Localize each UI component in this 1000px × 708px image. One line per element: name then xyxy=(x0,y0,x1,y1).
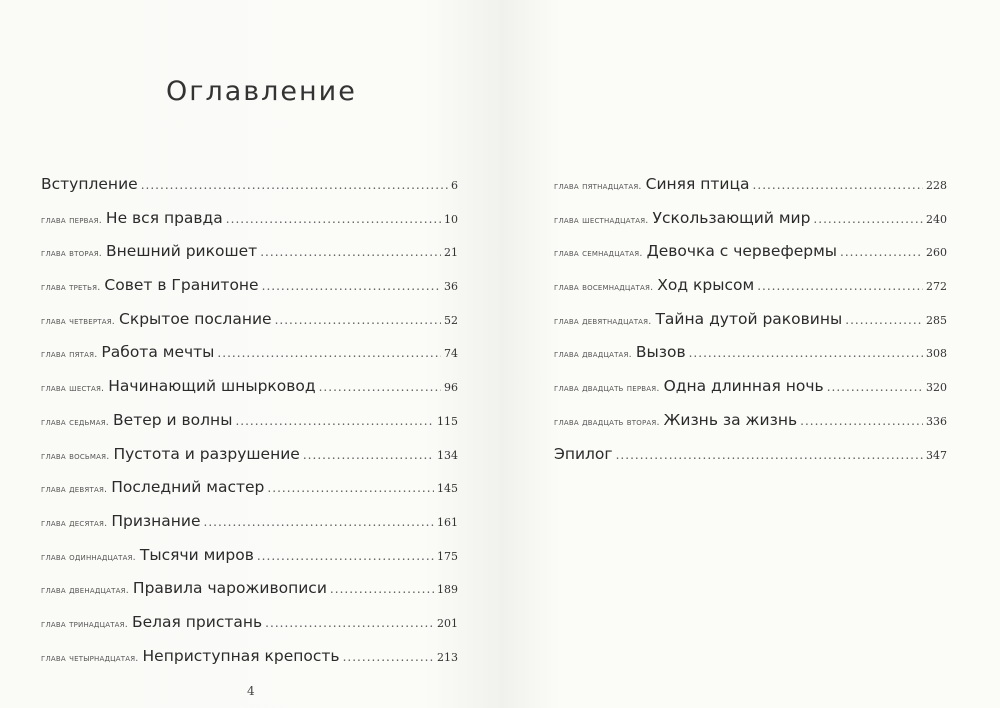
chapter-title: Вызов xyxy=(635,343,686,362)
dot-leader xyxy=(260,245,441,259)
toc-entry xyxy=(554,209,947,243)
dot-leader xyxy=(330,582,434,596)
chapter-label: глава тринадцатая. xyxy=(41,618,128,630)
chapter-title: Белая пристань xyxy=(131,612,263,631)
dot-leader xyxy=(840,245,923,259)
chapter-title: Скрытое послание xyxy=(119,309,272,328)
chapter-label: глава двадцатая. xyxy=(554,349,632,361)
chapter-page-number: 21 xyxy=(444,246,458,260)
chapter-label: глава четвертая. xyxy=(41,315,116,327)
chapter-page-number: 36 xyxy=(444,280,458,294)
chapter-label: глава девятнадцатая. xyxy=(554,315,652,327)
dot-leader xyxy=(204,515,434,529)
chapter-title: Синяя птица xyxy=(645,175,750,193)
chapter-label: глава одиннадцатая. xyxy=(41,551,136,563)
chapter-title: Тайна дутой раковины xyxy=(655,309,843,328)
chapter-label: глава пятая. xyxy=(41,349,98,361)
toc-entry xyxy=(41,512,458,546)
toc-entry xyxy=(554,276,947,310)
toc-entry xyxy=(41,276,458,310)
chapter-title: Правила чароживописи xyxy=(132,579,327,598)
page-number: 4 xyxy=(247,684,255,698)
dot-leader xyxy=(262,279,441,293)
chapter-title: Девочка с червефермы xyxy=(646,242,837,261)
toc-entry xyxy=(554,343,947,377)
toc-entry xyxy=(41,613,458,647)
dot-leader xyxy=(800,414,923,428)
chapter-page-number: 52 xyxy=(444,313,458,327)
chapter-label: глава пятнадцатая. xyxy=(554,181,642,192)
dot-leader xyxy=(827,380,923,394)
toc-entry xyxy=(41,411,458,445)
dot-leader xyxy=(689,346,923,360)
dot-leader xyxy=(235,414,434,428)
chapter-page-number: 347 xyxy=(926,448,947,462)
chapter-label: глава двадцать вторая. xyxy=(554,416,660,428)
page-title: Оглавление xyxy=(166,76,357,107)
chapter-title: Жизнь за жизнь xyxy=(663,410,798,429)
chapter-page-number: 134 xyxy=(437,448,458,462)
chapter-page-number: 161 xyxy=(437,515,458,529)
chapter-title: Внешний рикошет xyxy=(106,242,258,261)
toc-entry xyxy=(554,445,947,479)
chapter-page-number: 240 xyxy=(926,212,947,226)
toc-entry xyxy=(41,343,458,377)
chapter-label: глава седьмая. xyxy=(41,416,110,428)
chapter-label: глава двадцать первая. xyxy=(554,383,660,395)
dot-leader xyxy=(343,650,434,664)
chapter-page-number: 228 xyxy=(926,179,947,192)
dot-leader xyxy=(257,549,434,563)
chapter-page-number: 96 xyxy=(444,381,458,395)
chapter-page-number: 260 xyxy=(926,246,947,260)
chapter-title: Вступление xyxy=(41,175,138,193)
dot-leader xyxy=(753,178,923,192)
toc-list-left xyxy=(41,175,458,680)
dot-leader xyxy=(845,313,923,327)
toc-entry xyxy=(41,445,458,479)
chapter-label: глава первая. xyxy=(41,214,102,226)
dot-leader xyxy=(757,279,923,293)
chapter-page-number: 6 xyxy=(451,179,458,192)
chapter-label: глава шестнадцатая. xyxy=(554,214,649,226)
chapter-label: глава четырнадцатая. xyxy=(41,652,139,664)
toc-entry xyxy=(554,377,947,411)
chapter-page-number: 201 xyxy=(437,616,458,630)
chapter-page-number: 336 xyxy=(926,414,947,428)
chapter-label: глава двенадцатая. xyxy=(41,585,129,597)
dot-leader xyxy=(319,380,441,394)
dot-leader xyxy=(275,313,441,327)
toc-entry xyxy=(41,310,458,344)
chapter-label: глава девятая. xyxy=(41,484,108,496)
chapter-page-number: 74 xyxy=(444,347,458,361)
chapter-label: глава вторая. xyxy=(41,248,103,260)
chapter-label: глава десятая. xyxy=(41,517,108,529)
chapter-label: глава восьмая. xyxy=(41,450,110,462)
chapter-title: Ускользающий мир xyxy=(652,208,811,227)
chapter-title: Неприступная крепость xyxy=(142,646,340,665)
toc-entry xyxy=(41,377,458,411)
toc-entry xyxy=(41,647,458,681)
chapter-page-number: 320 xyxy=(926,381,947,395)
chapter-page-number: 175 xyxy=(437,549,458,563)
chapter-page-number: 213 xyxy=(437,650,458,664)
toc-entry xyxy=(41,209,458,243)
dot-leader xyxy=(217,346,441,360)
chapter-title: Признание xyxy=(111,511,201,530)
chapter-title: Последний мастер xyxy=(111,478,265,497)
toc-entry xyxy=(41,478,458,512)
toc-entry xyxy=(41,546,458,580)
chapter-label: глава семнадцатая. xyxy=(554,248,643,260)
dot-leader xyxy=(616,448,923,462)
dot-leader xyxy=(267,481,434,495)
toc-entry xyxy=(554,242,947,276)
toc-entry xyxy=(554,310,947,344)
dot-leader xyxy=(141,178,448,192)
chapter-title: Эпилог xyxy=(554,444,613,463)
toc-list-right xyxy=(554,175,947,478)
chapter-page-number: 10 xyxy=(444,212,458,226)
chapter-title: Начинающий шнырковод xyxy=(108,377,316,396)
chapter-page-number: 115 xyxy=(437,414,458,428)
chapter-title: Ветер и волны xyxy=(113,410,233,429)
chapter-title: Не вся правда xyxy=(105,208,223,227)
chapter-page-number: 189 xyxy=(437,583,458,597)
toc-entry xyxy=(41,175,458,209)
chapter-title: Тысячи миров xyxy=(139,545,254,564)
chapter-title: Пустота и разрушение xyxy=(113,444,300,463)
toc-entry xyxy=(41,242,458,276)
chapter-title: Одна длинная ночь xyxy=(663,377,824,396)
dot-leader xyxy=(226,212,441,226)
chapter-label: глава шестая. xyxy=(41,383,105,395)
dot-leader xyxy=(265,616,434,630)
toc-entry xyxy=(554,411,947,445)
chapter-title: Ход крысом xyxy=(657,276,755,295)
chapter-title: Работа мечты xyxy=(101,343,215,362)
chapter-page-number: 145 xyxy=(437,482,458,496)
dot-leader xyxy=(813,212,923,226)
chapter-label: глава восемнадцатая. xyxy=(554,282,654,294)
toc-entry xyxy=(41,579,458,613)
chapter-page-number: 272 xyxy=(926,280,947,294)
chapter-title: Совет в Гранитоне xyxy=(104,276,259,295)
chapter-page-number: 308 xyxy=(926,347,947,361)
dot-leader xyxy=(303,448,434,462)
toc-entry xyxy=(554,175,947,209)
chapter-page-number: 285 xyxy=(926,313,947,327)
chapter-label: глава третья. xyxy=(41,282,101,294)
